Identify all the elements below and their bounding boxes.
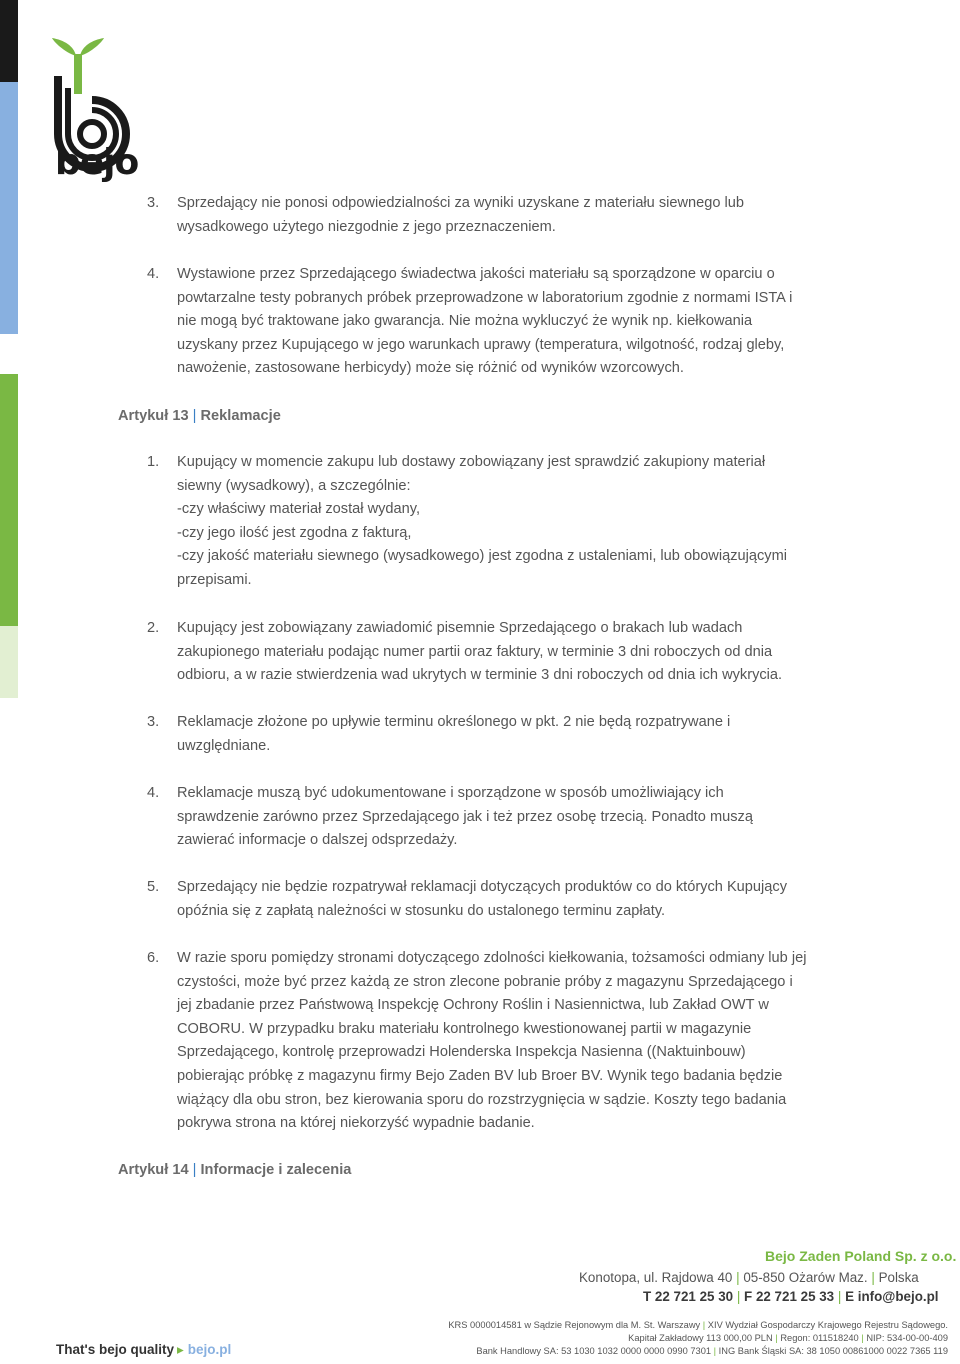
list-item-13-5 — [147, 876, 827, 923]
item-number: 4. — [147, 785, 160, 801]
side-bar-light-green — [0, 626, 18, 698]
footer-capital: Kapitał Zakładowy 113 000,00 PLN — [628, 1333, 773, 1343]
item-line: pokrywa strona na której niekorzyść wypadnie badanie. — [177, 1115, 535, 1132]
footer-address — [579, 1270, 919, 1285]
side-bar-blue — [0, 82, 18, 334]
footer-contact — [643, 1289, 939, 1304]
article-14-title: Informacje i zalecenia — [200, 1162, 352, 1178]
footer-fax: F 22 721 25 33 — [744, 1289, 835, 1304]
item-line: -czy jakość materiału siewnego (wysadkowego) jest zgodna z ustaleniami, lub obowiązującymi — [177, 548, 787, 565]
arrow-right-icon: ▸ — [176, 1342, 184, 1357]
footer-address-street: Konotopa, ul. Rajdowa 40 — [579, 1270, 733, 1285]
list-item-13-6 — [147, 947, 827, 1136]
item-line: jej zbadanie przez Państwową Inspekcję Ochrony Roślin i Nasiennictwa, lub Zakład OWT w — [177, 997, 769, 1014]
item-number: 2. — [147, 620, 160, 636]
footer-address-country: Polska — [878, 1270, 919, 1285]
item-line: opóźnia się z zapłatą należności w stosunku do ustalonego terminu zapłaty. — [177, 902, 666, 919]
item-line: Sprzedający nie ponosi odpowiedzialności za wyniki uzyskane z materiału siewnego lub — [177, 195, 745, 211]
item-number: 4. — [147, 266, 160, 282]
item-number: 6. — [147, 950, 160, 966]
item-line: Reklamacje złożone po upływie terminu określonego w pkt. 2 nie będą rozpatrywane i — [177, 714, 731, 730]
item-line: Reklamacje muszą być udokumentowane i sporządzone w sposób umożliwiający ich — [177, 785, 724, 801]
article-13-heading — [118, 404, 281, 428]
footer-separator: | — [713, 1346, 717, 1356]
footer-separator: | — [861, 1333, 864, 1343]
list-item-13-3 — [147, 711, 827, 758]
item-line: pobierając próbkę z magazynu firmy Bejo Zaden BV lub Broer BV. Wynik tego badania będzie — [177, 1067, 783, 1084]
footer-email[interactable]: E info@bejo.pl — [845, 1289, 939, 1304]
item-line: Kupujący w momencie zakupu lub dostawy zobowiązany jest sprawdzić zakupiony materiał — [177, 454, 766, 470]
item-line: wysadkowego użytego niezgodnie z jego przeznaczeniem. — [177, 218, 556, 235]
article-13-prefix: Artykuł 13 — [118, 408, 189, 424]
footer-separator: | — [736, 1289, 741, 1304]
list-item-top-4 — [147, 263, 827, 381]
item-line: przepisami. — [177, 571, 252, 588]
item-number: 3. — [147, 195, 160, 211]
slogan-text: That's bejo quality — [56, 1342, 174, 1357]
list-item-13-4 — [147, 782, 827, 853]
heading-separator: | — [192, 408, 197, 424]
footer-phone: T 22 721 25 30 — [643, 1289, 734, 1304]
side-bar-green — [0, 374, 18, 626]
bejo-wordmark: bejo — [55, 142, 139, 183]
footer-registration-line-3 — [476, 1346, 948, 1356]
footer-separator: | — [837, 1289, 842, 1304]
footer-bank-2: ING Bank Śląski SA: 38 1050 00861000 0022 7365 119 — [718, 1346, 948, 1356]
item-line: zakupionego materiału podając numer partii oraz faktury, w terminie 3 dni roboczych od dnia — [177, 643, 773, 660]
item-line: czystości, może być przez każdą ze stron zlecone pobranie próby z magazynu Sprzedającego i — [177, 973, 793, 990]
item-line: odbioru, a w razie stwierdzenia wad ukrytych w terminie 3 dni roboczych od dnia ich wykrycia. — [177, 667, 783, 684]
footer-separator: | — [775, 1333, 778, 1343]
item-line: powtarzalne testy pobranych próbek przeprowadzone w laboratorium zgodnie z normami ISTA i — [177, 289, 793, 306]
footer-slogan — [56, 1342, 231, 1358]
item-line: Sprzedającego, kontrolę przeprowadzi Holenderska Inspekcja Nasienna ((Naktuinbouw) — [177, 1044, 746, 1061]
item-line: W razie sporu pomiędzy stronami dotyczącego zdolności kiełkowania, tożsamości odmiany lub jej — [177, 950, 807, 966]
item-line: COBORU. W przypadku braku materiału kontrolnego kwestionowanej partii w magazynie — [177, 1020, 752, 1037]
item-number: 3. — [147, 714, 160, 730]
item-number: 5. — [147, 879, 160, 895]
item-number: 1. — [147, 454, 160, 470]
side-bar-black — [0, 0, 18, 82]
item-line: nie mogą być traktowane jako gwarancja. Nie można wykluczyć że wynik np. kiełkowania — [177, 313, 753, 330]
footer-regon: Regon: 011518240 — [780, 1333, 859, 1343]
footer-company-name: Bejo Zaden Poland Sp. z o.o. — [765, 1248, 957, 1264]
footer-nip: NIP: 534-00-00-409 — [866, 1333, 948, 1343]
item-line: wiążący dla obu stron, bez kierowania sporu do rozstrzygnięcia w sądzie. Koszty tego badania — [177, 1091, 787, 1108]
item-line: sprawdzenie zarówno przez Sprzedającego jak i też przez osobę trzecią. Ponadto muszą — [177, 808, 753, 825]
item-line: Kupujący jest zobowiązany zawiadomić pisemnie Sprzedającego o brakach lub wadach — [177, 620, 743, 636]
article-13-title: Reklamacje — [200, 408, 281, 424]
footer-registration-line-1 — [448, 1320, 948, 1330]
list-item-13-2 — [147, 617, 827, 688]
footer-address-city: 05-850 Ożarów Maz. — [743, 1270, 868, 1285]
list-item-top-3 — [147, 192, 827, 239]
item-line: nawożenie, zastosowane herbicydy) może się różnić od wyników wzorcowych. — [177, 360, 684, 377]
heading-separator: | — [192, 1162, 197, 1178]
item-line: uwzględniane. — [177, 737, 271, 754]
item-line: zawierać informacje o dalszej odsprzedaży. — [177, 832, 458, 849]
article-14-heading — [118, 1158, 351, 1182]
footer-separator: | — [702, 1320, 706, 1330]
footer-website-link[interactable]: bejo.pl — [187, 1342, 232, 1357]
list-item-13-1 — [147, 451, 827, 593]
footer-bank-1: Bank Handlowy SA: 53 1030 1032 0000 0000 0990 7301 — [476, 1346, 712, 1356]
footer-krs: KRS 0000014581 w Sądzie Rejonowym dla M. St. Warszawy — [448, 1320, 701, 1330]
footer-separator: | — [871, 1270, 875, 1285]
item-line: Wystawione przez Sprzedającego świadectwa jakości materiału są sporządzone w oparciu o — [177, 266, 775, 282]
item-line: -czy jego ilość jest zgodna z fakturą, — [177, 524, 412, 541]
footer-registration-line-2 — [628, 1333, 948, 1343]
item-line: siewny (wysadkowy), a szczególnie: — [177, 477, 411, 494]
article-14-prefix: Artykuł 14 — [118, 1162, 189, 1178]
footer-separator: | — [736, 1270, 740, 1285]
item-line: -czy właściwy materiał został wydany, — [177, 501, 421, 518]
side-bar-gap — [0, 334, 18, 374]
footer-court: XIV Wydział Gospodarczy Krajowego Rejestru Sądowego. — [707, 1320, 948, 1330]
item-line: uzyskany przez Kupującego w jego warunkach uprawy (temperatura, wilgotność, rodzaj gleby, — [177, 336, 785, 353]
item-line: Sprzedający nie będzie rozpatrywał reklamacji dotyczących produktów co do których Kupujący — [177, 879, 787, 895]
